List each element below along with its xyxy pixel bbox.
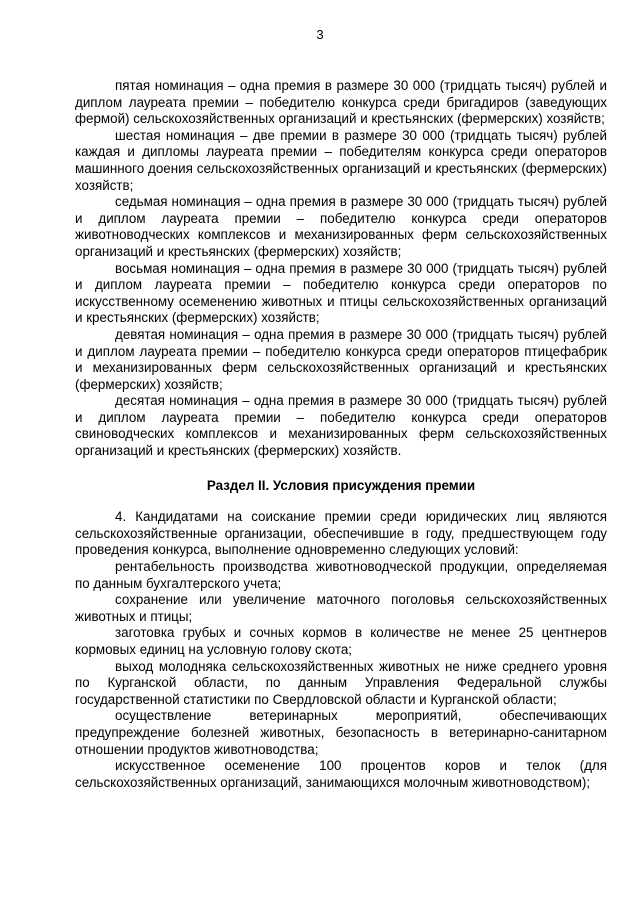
paragraph-condition-young-stock: выход молодняка сельскохозяйственных животных не ниже среднего уровня по Курганской области, по данным Управления Федеральной службы государственной статистики по Свердловской области и Курганской области;: [75, 658, 607, 707]
page-number: 3: [316, 27, 324, 42]
paragraph-condition-veterinary: осуществление ветеринарных мероприятий, обеспечивающих предупреждение болезней животных, безопасность в ветеринарно-санитарном отношении продуктов животноводства;: [75, 708, 607, 757]
paragraph-condition-insemination: искусственное осеменение 100 процентов коров и телок (для сельскохозяйственных организаций, занимающихся молочным животноводством);: [75, 758, 607, 790]
document-body: [75, 78, 607, 791]
paragraph-nomination-9: девятая номинация – одна премия в размере 30 000 (тридцать тысяч) рублей и диплом лауреата премии – победителю конкурса среди операторов птицефабрик и механизированных ферм сельскохозяйственных организаций и крестьянских (фермерских) хозяйств;: [75, 326, 607, 392]
paragraph-condition-livestock: сохранение или увеличение маточного поголовья сельскохозяйственных животных и птицы;: [75, 592, 607, 624]
paragraph-nomination-10: десятая номинация – одна премия в размере 30 000 (тридцать тысяч) рублей и диплом лауреата премии – победителю конкурса среди операторов свиноводческих комплексов и механизированных ферм сельскохозяйственных организаций и крестьянских (фермерских) хозяйств.: [75, 393, 607, 459]
paragraph-nomination-7: седьмая номинация – одна премия в размере 30 000 (тридцать тысяч) рублей и диплом лауреата премии – победителю конкурса среди операторов животноводческих комплексов и механизированных ферм сельскохозяйственных организаций и крестьянских (фермерских) хозяйств;: [75, 194, 607, 259]
paragraph-condition-feed: заготовка грубых и сочных кормов в количестве не менее 25 центнеров кормовых единиц на условную голову скота;: [75, 625, 607, 657]
paragraph-candidates: 4. Кандидатами на соискание премии среди юридических лиц являются сельскохозяйственные организации, обеспечившие в году, предшествующем году проведения конкурса, выполнение одновременно следующих условий:: [75, 509, 607, 558]
paragraph-nomination-5: пятая номинация – одна премия в размере 30 000 (тридцать тысяч) рублей и диплом лауреата премии – победителю конкурса среди бригадиров (заведующих фермой) сельскохозяйственных организаций и крестьянских (фермерских) хозяйств;: [75, 78, 607, 127]
paragraph-condition-profitability: рентабельность производства животноводческой продукции, определяемая по данным бухгалтерского учета;: [75, 559, 607, 591]
section-heading: Раздел II. Условия присуждения премии: [206, 477, 476, 493]
paragraph-nomination-6: шестая номинация – две премии в размере 30 000 (тридцать тысяч) рублей каждая и дипломы лауреата премии – победителям конкурса среди операторов машинного доения сельскохозяйственных организаций и крестьянских (фермерских) хозяйств;: [75, 127, 607, 193]
paragraph-nomination-8: восьмая номинация – одна премия в размере 30 000 (тридцать тысяч) рублей и диплом лауреата премии – победителю конкурса среди операторов по искусственному осеменению животных и птицы сельскохозяйственных организаций и крестьянских (фермерских) хозяйств;: [75, 260, 607, 326]
